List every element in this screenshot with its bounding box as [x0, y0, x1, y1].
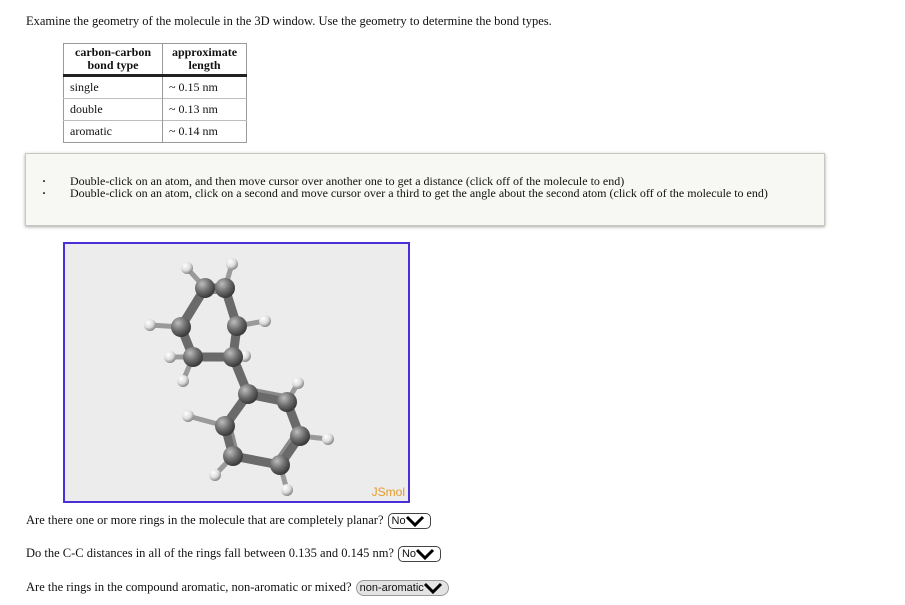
- question-text: Are the rings in the compound aromatic, non-aromatic or mixed?: [26, 580, 352, 594]
- bullet: ·: [42, 174, 47, 188]
- table-row: [64, 99, 247, 121]
- chevron-down-icon: [422, 582, 444, 594]
- table-row: [64, 76, 247, 99]
- bond-type-cell: aromatic: [64, 121, 163, 143]
- column-header-length: [163, 44, 247, 76]
- bond-type-cell: double: [64, 99, 163, 121]
- intro-text: Examine the geometry of the molecule in the 3D window. Use the geometry to determine the bond types.: [26, 14, 552, 28]
- bond-length-table: [63, 43, 247, 143]
- length-cell: ~ 0.13 nm: [163, 99, 247, 121]
- header-line: approximate: [171, 45, 238, 59]
- question-cc-distances: [26, 546, 441, 562]
- select-value: non-aromatic: [359, 582, 424, 595]
- chevron-down-icon: [414, 548, 436, 560]
- select-value: No: [401, 548, 417, 561]
- cc-distances-select[interactable]: [398, 546, 441, 562]
- question-text: Do the C-C distances in all of the rings fall between 0.135 and 0.145 nm?: [26, 546, 394, 560]
- jsmol-logo: JSmol: [371, 485, 405, 499]
- length-cell: ~ 0.15 nm: [163, 76, 247, 99]
- column-header-bond-type: [64, 44, 163, 76]
- molecule-model[interactable]: [65, 244, 408, 501]
- length-cell: ~ 0.14 nm: [163, 121, 247, 143]
- table-header-row: [64, 44, 247, 76]
- table-row: [64, 121, 247, 143]
- select-value: No: [391, 515, 406, 528]
- chevron-down-icon: [404, 515, 426, 527]
- question-aromaticity: [26, 580, 449, 596]
- instruction-text: Double-click on an atom, click on a second and move cursor over a third to get the angle about the second atom (click off of the molecule to end): [70, 186, 768, 200]
- jsmol-3d-viewer[interactable]: [63, 242, 410, 503]
- question-text: Are there one or more rings in the molecule that are completely planar?: [26, 513, 384, 527]
- header-line: bond type: [87, 58, 139, 72]
- bond-type-cell: single: [64, 76, 163, 99]
- header-line: carbon-carbon: [75, 45, 151, 59]
- list-item: [42, 187, 768, 199]
- instructions-list: [42, 175, 768, 199]
- header-line: length: [188, 58, 221, 72]
- bullet: ·: [42, 186, 47, 200]
- question-planar-rings: [26, 513, 431, 529]
- instruction-text: Double-click on an atom, and then move cursor over another one to get a distance (click off of the molecule to end): [70, 174, 625, 188]
- instructions-panel: [25, 153, 825, 226]
- planar-rings-select[interactable]: [388, 513, 431, 529]
- aromaticity-select[interactable]: [356, 580, 449, 596]
